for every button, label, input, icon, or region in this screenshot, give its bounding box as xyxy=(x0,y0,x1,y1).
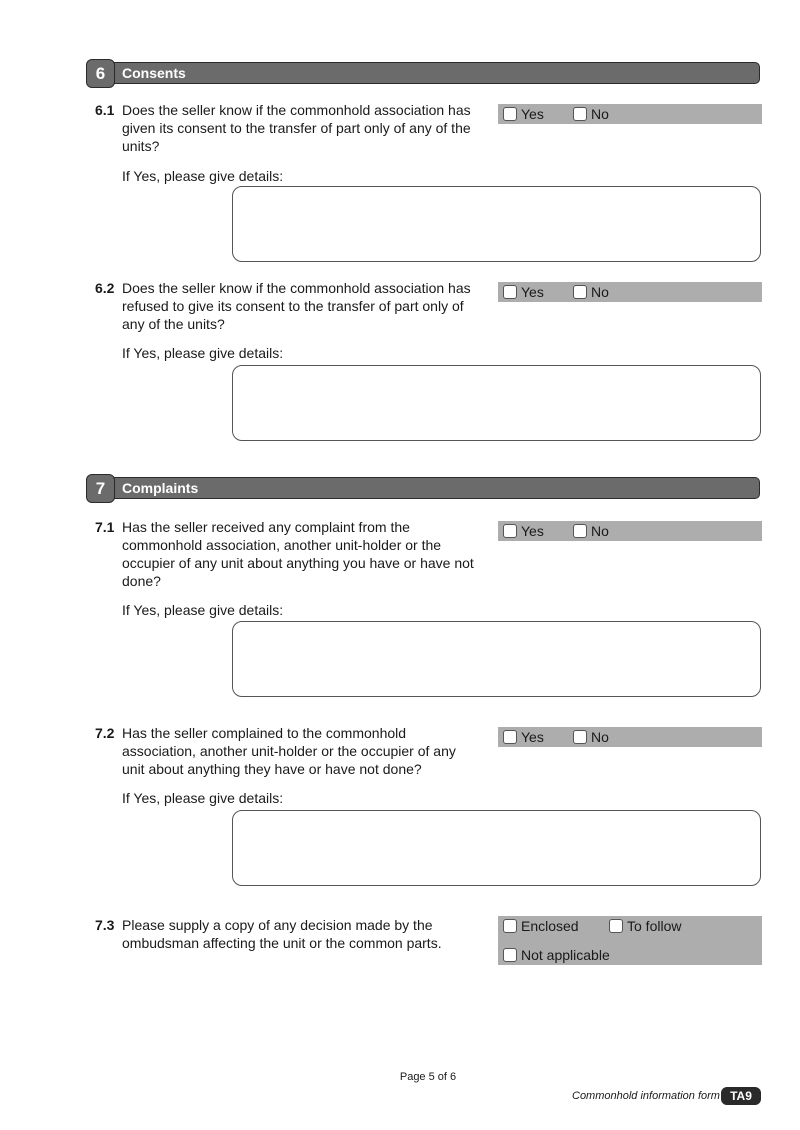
section-header-complaints xyxy=(86,477,760,499)
question-text: Has the seller complained to the commonhold association, another unit-holder or the occupier of any unit about anything they have or have not done? xyxy=(122,725,456,777)
not-applicable-checkbox[interactable]: Not applicable xyxy=(503,945,610,965)
question-number: 6.1 xyxy=(95,102,115,118)
section-header-consents xyxy=(86,62,760,84)
question-text: Please supply a copy of any decision made by the ombudsman affecting the unit or the common parts. xyxy=(122,917,442,951)
question-number: 6.2 xyxy=(95,280,115,296)
no-checkbox[interactable]: No xyxy=(573,104,609,124)
answer-options xyxy=(498,521,762,541)
section-title: Consents xyxy=(122,65,186,81)
no-checkbox[interactable]: No xyxy=(573,282,609,302)
details-textbox[interactable] xyxy=(232,810,761,886)
no-checkbox[interactable]: No xyxy=(573,521,609,541)
form-name: Commonhold information form xyxy=(572,1090,720,1102)
answer-options xyxy=(498,104,762,124)
yes-checkbox[interactable]: Yes xyxy=(503,282,544,302)
form-code-badge: TA9 xyxy=(721,1087,761,1105)
details-label: If Yes, please give details: xyxy=(122,168,284,184)
section-number: 7 xyxy=(86,474,115,503)
answer-options xyxy=(498,916,762,965)
question-number: 7.1 xyxy=(95,519,115,535)
question-text: Does the seller know if the commonhold association has given its consent to the transfer of part only of any of the units? xyxy=(122,102,471,154)
enclosed-checkbox[interactable]: Enclosed xyxy=(503,916,579,936)
details-label: If Yes, please give details: xyxy=(122,790,284,806)
details-textbox[interactable] xyxy=(232,365,761,441)
no-checkbox[interactable]: No xyxy=(573,727,609,747)
question-text: Does the seller know if the commonhold association has refused to give its consent to the transfer of part only of any of the units? xyxy=(122,280,471,332)
section-number: 6 xyxy=(86,59,115,88)
yes-checkbox[interactable]: Yes xyxy=(503,727,544,747)
to-follow-checkbox[interactable]: To follow xyxy=(609,916,681,936)
question-number: 7.3 xyxy=(95,917,115,933)
answer-options xyxy=(498,727,762,747)
section-title: Complaints xyxy=(122,480,199,496)
details-textbox[interactable] xyxy=(232,621,761,697)
answer-options xyxy=(498,282,762,302)
page-number: Page 5 of 6 xyxy=(399,1071,457,1083)
question-number: 7.2 xyxy=(95,725,115,741)
question-text: Has the seller received any complaint from the commonhold association, another unit-holder or the occupier of any unit about anything you have or have not done? xyxy=(122,519,474,589)
details-label: If Yes, please give details: xyxy=(122,602,284,618)
yes-checkbox[interactable]: Yes xyxy=(503,104,544,124)
yes-checkbox[interactable]: Yes xyxy=(503,521,544,541)
details-textbox[interactable] xyxy=(232,186,761,262)
details-label: If Yes, please give details: xyxy=(122,345,284,361)
